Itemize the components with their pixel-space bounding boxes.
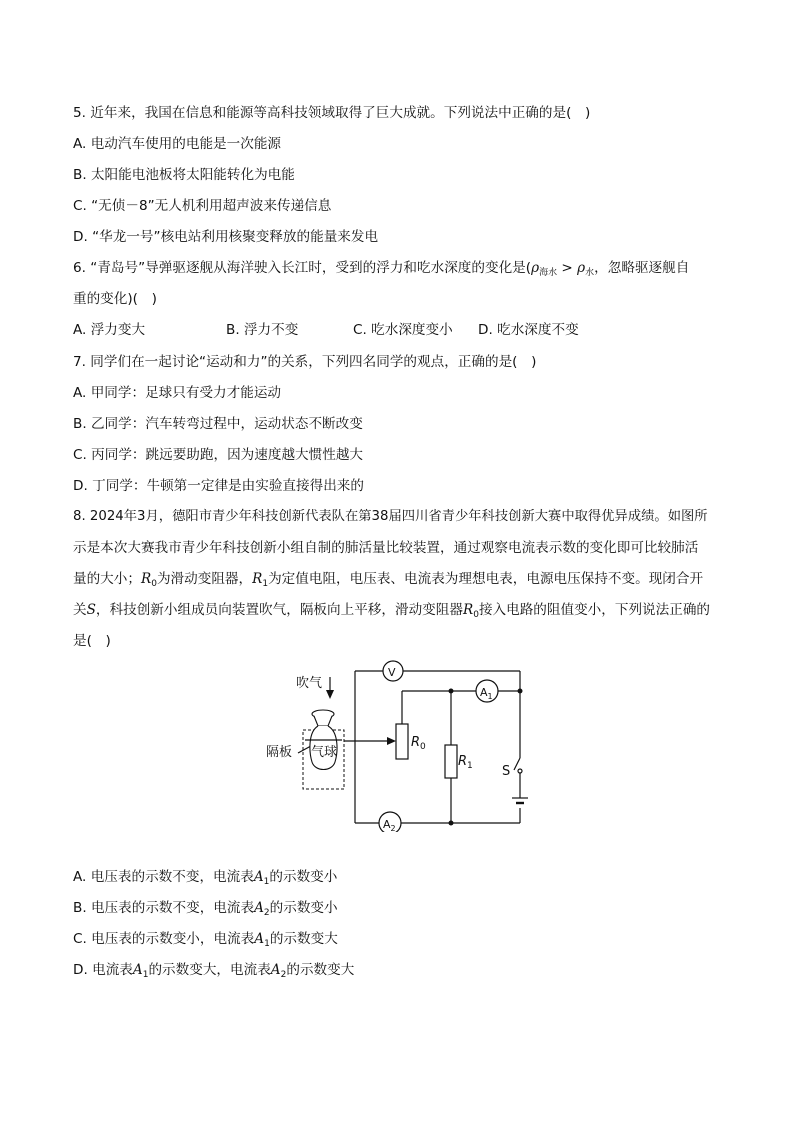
blow-arrowhead	[326, 690, 334, 699]
resistor-r1	[445, 745, 457, 778]
q6-options	[73, 320, 673, 340]
q7-option-a: A. 甲同学：足球只有受力才能运动	[73, 385, 282, 401]
q7-option-c: C. 丙同学：跳远要助跑，因为速度越大惯性越大	[73, 447, 364, 463]
battery-symbol	[512, 798, 528, 803]
q6-option-c: C. 吃水深度变小	[353, 322, 453, 338]
slider-arrowhead	[387, 737, 396, 745]
r0-subscript: 0	[473, 610, 479, 620]
r0-symbol: R	[462, 602, 474, 618]
q8-option-c: C. 电压表的示数变小，电流表$A_1$的示数变大	[73, 931, 338, 949]
q6-stem: 6. “青岛号”导弹驱逐舰从海洋驶入长江时，受到的浮力和吃水深度的变化是($\rho_{海水} > \rho_水$，忽略驱逐舰自	[73, 260, 690, 278]
q8-stem-line5: 是( )	[73, 633, 111, 649]
q5-option-a: A. 电动汽车使用的电能是一次能源	[73, 136, 282, 152]
r1-symbol: R	[252, 571, 263, 587]
q5-option-c: C. “无侦－8”无人机利用超声波来传递信息	[73, 198, 332, 214]
label-partition: 隔板	[266, 745, 293, 760]
label-blow: 吹气	[296, 676, 323, 691]
q6-stem-line2: 重的变化)( )	[73, 291, 157, 307]
label-voltmeter: V	[388, 666, 396, 679]
rho-water: ρ	[577, 260, 586, 276]
q8-stem-line4: 关S，科技创新小组成员向装置吹气，隔板向上平移，滑动变阻器$R_0$接入电路的阻值变小，下列说法正确的	[73, 602, 711, 620]
q7-stem: 7. 同学们在一起讨论“运动和力”的关系，下列四名同学的观点，正确的是( )	[73, 354, 537, 370]
label-a1: $A_1$	[480, 686, 493, 701]
switch-s	[514, 758, 522, 773]
q8-stem-line1: 8. 2024年3月，德阳市青少年科技创新代表队在第38届四川省青少年科技创新大赛中取得优异成绩。如图所	[73, 509, 708, 524]
label-switch: S	[502, 764, 511, 779]
q6-option-a: A. 浮力变大	[73, 322, 146, 338]
q5-option-d: D. “华龙一号”核电站利用核聚变释放的能量来发电	[73, 229, 379, 245]
q8-option-a: A. 电压表的示数不变，电流表$A_1$的示数变小	[73, 869, 338, 887]
q5-stem: 5. 近年来，我国在信息和能源等高科技领域取得了巨大成就。下列说法中正确的是( )	[73, 105, 591, 121]
q8-option-d: D. 电流表$A_1$的示数变大，电流表$A_2$的示数变大	[73, 962, 355, 980]
q7-option-d: D. 丁同学：牛顿第一定律是由实验直接得出来的	[73, 478, 364, 494]
label-a2: $A_2$	[383, 818, 396, 832]
q6-option-d: D. 吃水深度不变	[478, 322, 579, 338]
label-r0: $R_0$	[411, 735, 426, 752]
q6-option-b: B. 浮力不变	[226, 322, 299, 338]
rheostat-r0	[396, 724, 408, 759]
label-balloon: 气球	[311, 745, 338, 760]
q8-option-b: B. 电压表的示数不变，电流表$A_2$的示数变小	[73, 900, 338, 918]
q8-stem-line3: 量的大小；$R_0$为滑动变阻器，$R_1$为定值电阻，电压表、电流表为理想电表，电源电压保持不变。现闭合开	[73, 571, 704, 589]
label-r1: $R_1$	[458, 754, 473, 771]
q7-option-b: B. 乙同学：汽车转弯过程中，运动状态不断改变	[73, 416, 363, 432]
q5-option-b: B. 太阳能电池板将太阳能转化为电能	[73, 167, 295, 183]
q8-stem-line2: 示是本次大赛我市青少年科技创新小组自制的肺活量比较装置，通过观察电流表示数的变化即可比较肺活	[73, 540, 699, 556]
circuit-diagram	[260, 660, 540, 832]
